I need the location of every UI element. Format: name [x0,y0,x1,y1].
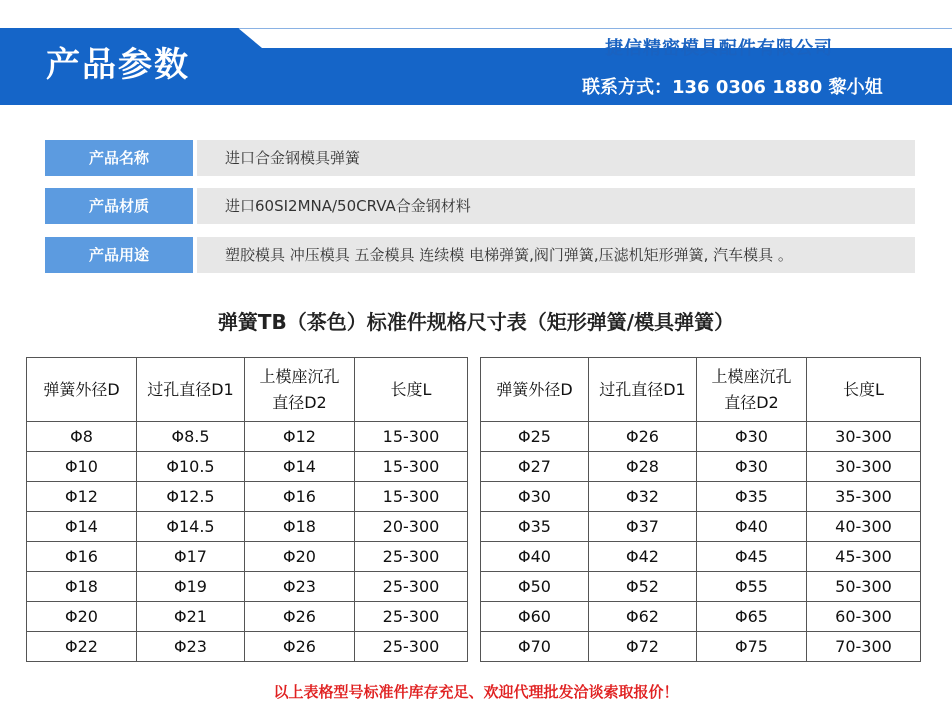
table-cell: Φ62 [589,602,697,632]
table-row [481,572,921,602]
info-label: 产品名称 [45,140,193,176]
table-cell: Φ14 [27,512,137,542]
column-header-outer-diameter: 弹簧外径D [27,358,137,422]
table-cell: Φ8.5 [137,422,245,452]
table-cell: 25-300 [355,542,468,572]
table-title: 弹簧TB（茶色）标准件规格尺寸表（矩形弹簧/模具弹簧） [217,310,735,334]
table-cell: Φ18 [245,512,355,542]
table-cell: Φ21 [137,602,245,632]
column-header-counterbore-line1: 上模座沉孔 [711,366,792,386]
info-label: 产品材质 [45,188,193,224]
page-title: 产品参数 [46,45,190,85]
column-header-length: 长度L [355,358,468,422]
table-cell: Φ10.5 [137,452,245,482]
table-cell: Φ26 [589,422,697,452]
table-cell: Φ35 [481,512,589,542]
table-cell: Φ40 [481,542,589,572]
table-cell: 30-300 [807,422,921,452]
table-cell: Φ26 [245,602,355,632]
table-cell: Φ8 [27,422,137,452]
table-cell: Φ65 [697,602,807,632]
table-row [27,452,468,482]
column-header-counterbore-line2: 直径D2 [272,392,327,412]
table-cell: Φ20 [27,602,137,632]
table-cell: Φ12 [27,482,137,512]
column-header-counterbore [245,358,355,422]
column-header-counterbore-line2: 直径D2 [724,392,779,412]
info-label: 产品用途 [45,237,193,273]
table-cell: Φ25 [481,422,589,452]
table-cell: Φ28 [589,452,697,482]
table-cell: Φ55 [697,572,807,602]
table-cell: Φ10 [27,452,137,482]
column-header-hole-diameter: 过孔直径D1 [137,358,245,422]
table-cell: Φ32 [589,482,697,512]
table-cell: 30-300 [807,452,921,482]
table-header-row [27,358,468,422]
column-header-outer-diameter: 弹簧外径D [481,358,589,422]
table-cell: Φ70 [481,632,589,662]
table-cell: Φ14 [245,452,355,482]
spec-table-right [480,357,921,662]
table-row [27,422,468,452]
column-header-counterbore-line1: 上模座沉孔 [259,366,340,386]
table-cell: Φ75 [697,632,807,662]
table-cell: Φ30 [481,482,589,512]
table-cell: Φ12.5 [137,482,245,512]
table-row [27,632,468,662]
table-cell: Φ30 [697,452,807,482]
table-cell: 60-300 [807,602,921,632]
info-row-name [45,140,915,176]
column-header-length: 长度L [807,358,921,422]
table-cell: Φ20 [245,542,355,572]
table-row [481,512,921,542]
table-cell: 70-300 [807,632,921,662]
table-cell: Φ27 [481,452,589,482]
table-cell: Φ23 [245,572,355,602]
table-cell: 40-300 [807,512,921,542]
info-row-material [45,188,915,224]
table-cell: Φ17 [137,542,245,572]
table-cell: Φ16 [245,482,355,512]
table-cell: Φ19 [137,572,245,602]
info-value: 进口60SI2MNA/50CRVA合金钢材料 [197,188,915,224]
table-row [27,602,468,632]
table-row [481,452,921,482]
table-cell: Φ18 [27,572,137,602]
table-cell: Φ26 [245,632,355,662]
info-value: 塑胶模具 冲压模具 五金模具 连续模 电梯弹簧,阀门弹簧,压滤机矩形弹簧, 汽车模具 。 [197,237,915,273]
table-cell: 20-300 [355,512,468,542]
column-header-hole-diameter: 过孔直径D1 [589,358,697,422]
table-cell: Φ16 [27,542,137,572]
table-row [481,482,921,512]
table-cell: Φ60 [481,602,589,632]
spec-table-left [26,357,468,662]
table-cell: Φ52 [589,572,697,602]
company-name: 捷信精密模具配件有限公司 [605,38,833,59]
table-row [481,602,921,632]
table-cell: Φ42 [589,542,697,572]
table-cell: Φ50 [481,572,589,602]
table-cell: 45-300 [807,542,921,572]
spec-table-left-body [27,422,468,662]
table-row [27,572,468,602]
table-cell: 25-300 [355,572,468,602]
table-cell: 15-300 [355,482,468,512]
table-cell: Φ45 [697,542,807,572]
table-cell: Φ12 [245,422,355,452]
table-row [481,632,921,662]
info-value: 进口合金钢模具弹簧 [197,140,915,176]
table-cell: Φ40 [697,512,807,542]
table-row [481,542,921,572]
table-row [27,512,468,542]
contact-info: 联系方式：136 0306 1880 黎小姐 [582,77,883,98]
table-cell: 35-300 [807,482,921,512]
table-cell: Φ14.5 [137,512,245,542]
footer-note: 以上表格型号标准件库存充足、欢迎代理批发洽谈索取报价！ [273,683,679,701]
table-cell: Φ37 [589,512,697,542]
table-row [27,542,468,572]
table-cell: Φ30 [697,422,807,452]
table-cell: 15-300 [355,422,468,452]
table-cell: 50-300 [807,572,921,602]
table-cell: Φ72 [589,632,697,662]
column-header-counterbore [697,358,807,422]
table-cell: 25-300 [355,602,468,632]
info-row-usage [45,237,915,273]
table-row [27,482,468,512]
spec-table-right-body [481,422,921,662]
header-banner [0,28,952,105]
table-header-row [481,358,921,422]
table-cell: 15-300 [355,452,468,482]
table-cell: 25-300 [355,632,468,662]
table-cell: Φ22 [27,632,137,662]
table-cell: Φ23 [137,632,245,662]
table-row [481,422,921,452]
table-cell: Φ35 [697,482,807,512]
